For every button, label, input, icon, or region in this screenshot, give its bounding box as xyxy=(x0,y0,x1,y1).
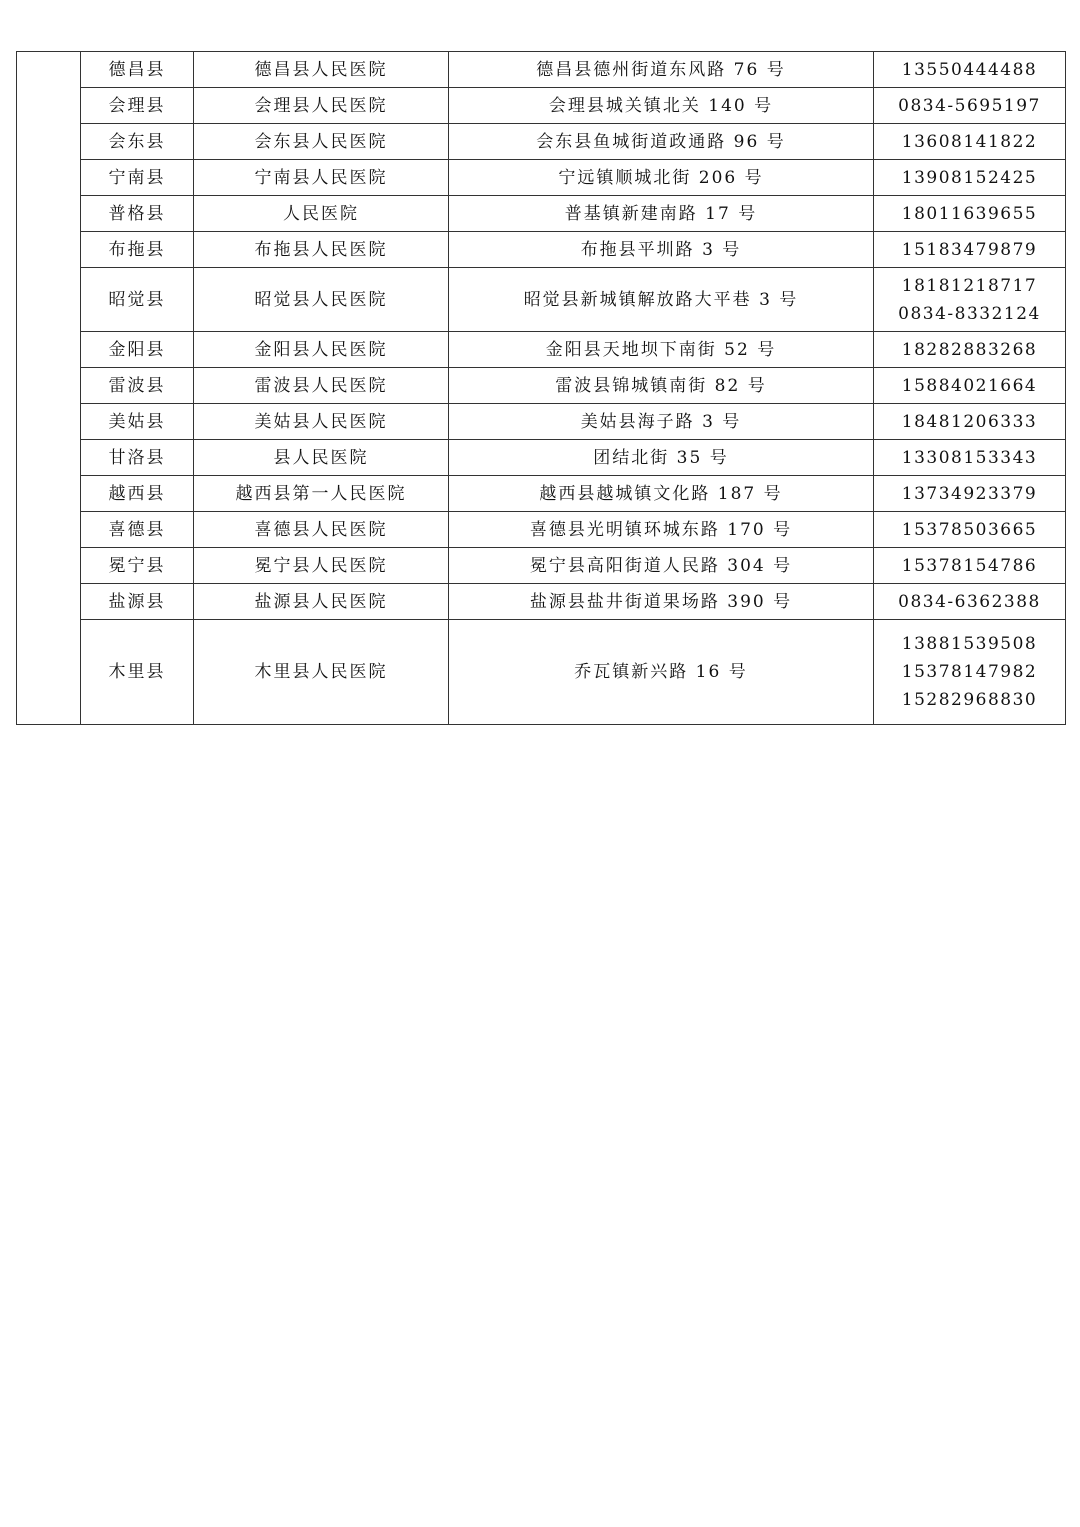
table-row xyxy=(17,584,1066,620)
hospital-table xyxy=(16,51,1066,725)
phone-number: 0834-8332124 xyxy=(898,303,1041,324)
hospital-cell: 盐源县人民医院 xyxy=(194,584,449,620)
table-row xyxy=(17,268,1066,332)
county-cell: 喜德县 xyxy=(81,512,194,548)
address-cell: 雷波县锦城镇南街 82 号 xyxy=(449,368,874,404)
table-row xyxy=(17,620,1066,725)
hospital-cell: 会东县人民医院 xyxy=(194,124,449,160)
region-cell xyxy=(17,52,81,725)
phone-cell xyxy=(874,88,1066,124)
phone-number: 15378154786 xyxy=(901,555,1038,576)
hospital-table-body xyxy=(17,52,1066,725)
table-row xyxy=(17,548,1066,584)
phone-cell xyxy=(874,368,1066,404)
phone-number: 0834-5695197 xyxy=(898,95,1041,116)
table-row xyxy=(17,160,1066,196)
phone-number: 15378147982 xyxy=(901,662,1038,682)
phone-cell xyxy=(874,52,1066,88)
phone-number: 18282883268 xyxy=(901,339,1038,360)
hospital-cell: 木里县人民医院 xyxy=(194,620,449,725)
phone-number: 18011639655 xyxy=(901,203,1038,224)
phone-cell xyxy=(874,584,1066,620)
table-row xyxy=(17,404,1066,440)
hospital-cell: 美姑县人民医院 xyxy=(194,404,449,440)
county-cell: 宁南县 xyxy=(81,160,194,196)
county-cell: 会理县 xyxy=(81,88,194,124)
county-cell: 德昌县 xyxy=(81,52,194,88)
phone-number: 13734923379 xyxy=(901,483,1038,504)
table-row xyxy=(17,440,1066,476)
address-cell: 越西县越城镇文化路 187 号 xyxy=(449,476,874,512)
phone-number: 13308153343 xyxy=(901,447,1038,468)
county-cell: 昭觉县 xyxy=(81,268,194,332)
phone-cell xyxy=(874,620,1066,725)
phone-number: 0834-6362388 xyxy=(898,591,1041,612)
phone-cell xyxy=(874,476,1066,512)
phone-number: 18481206333 xyxy=(901,411,1038,432)
county-cell: 美姑县 xyxy=(81,404,194,440)
county-cell: 木里县 xyxy=(81,620,194,725)
table-row xyxy=(17,88,1066,124)
hospital-cell: 喜德县人民医院 xyxy=(194,512,449,548)
hospital-cell: 雷波县人民医院 xyxy=(194,368,449,404)
county-cell: 越西县 xyxy=(81,476,194,512)
address-cell: 布拖县平圳路 3 号 xyxy=(449,232,874,268)
table-row xyxy=(17,332,1066,368)
address-cell: 会理县城关镇北关 140 号 xyxy=(449,88,874,124)
phone-cell xyxy=(874,548,1066,584)
address-cell: 喜德县光明镇环城东路 170 号 xyxy=(449,512,874,548)
county-cell: 雷波县 xyxy=(81,368,194,404)
phone-cell xyxy=(874,268,1066,332)
address-cell: 金阳县天地坝下南街 52 号 xyxy=(449,332,874,368)
phone-number: 15282968830 xyxy=(901,690,1038,710)
hospital-cell: 宁南县人民医院 xyxy=(194,160,449,196)
phone-cell xyxy=(874,196,1066,232)
phone-cell xyxy=(874,440,1066,476)
hospital-cell: 昭觉县人民医院 xyxy=(194,268,449,332)
hospital-cell: 会理县人民医院 xyxy=(194,88,449,124)
phone-number: 18181218717 xyxy=(901,275,1038,296)
address-cell: 宁远镇顺城北街 206 号 xyxy=(449,160,874,196)
address-cell: 团结北街 35 号 xyxy=(449,440,874,476)
hospital-cell: 布拖县人民医院 xyxy=(194,232,449,268)
county-cell: 盐源县 xyxy=(81,584,194,620)
address-cell: 昭觉县新城镇解放路大平巷 3 号 xyxy=(449,268,874,332)
county-cell: 会东县 xyxy=(81,124,194,160)
address-cell: 美姑县海子路 3 号 xyxy=(449,404,874,440)
hospital-cell: 冕宁县人民医院 xyxy=(194,548,449,584)
hospital-cell: 金阳县人民医院 xyxy=(194,332,449,368)
phone-number: 13608141822 xyxy=(901,131,1038,152)
hospital-cell: 越西县第一人民医院 xyxy=(194,476,449,512)
county-cell: 冕宁县 xyxy=(81,548,194,584)
county-cell: 金阳县 xyxy=(81,332,194,368)
address-cell: 普基镇新建南路 17 号 xyxy=(449,196,874,232)
hospital-cell: 人民医院 xyxy=(194,196,449,232)
address-cell: 乔瓦镇新兴路 16 号 xyxy=(449,620,874,725)
phone-number: 13881539508 xyxy=(901,634,1038,654)
table-row xyxy=(17,512,1066,548)
phone-cell xyxy=(874,332,1066,368)
hospital-cell: 德昌县人民医院 xyxy=(194,52,449,88)
table-row xyxy=(17,124,1066,160)
phone-cell xyxy=(874,512,1066,548)
phone-number: 13908152425 xyxy=(901,167,1038,188)
address-cell: 盐源县盐井街道果场路 390 号 xyxy=(449,584,874,620)
phone-cell xyxy=(874,160,1066,196)
hospital-cell: 县人民医院 xyxy=(194,440,449,476)
table-row xyxy=(17,476,1066,512)
table-row xyxy=(17,196,1066,232)
phone-number: 15378503665 xyxy=(901,519,1038,540)
address-cell: 会东县鱼城街道政通路 96 号 xyxy=(449,124,874,160)
phone-number: 15884021664 xyxy=(901,375,1038,396)
phone-cell xyxy=(874,124,1066,160)
address-cell: 冕宁县高阳街道人民路 304 号 xyxy=(449,548,874,584)
table-row xyxy=(17,232,1066,268)
phone-number: 13550444488 xyxy=(901,59,1038,80)
county-cell: 布拖县 xyxy=(81,232,194,268)
phone-number: 15183479879 xyxy=(901,239,1038,260)
table-row xyxy=(17,368,1066,404)
phone-cell xyxy=(874,232,1066,268)
county-cell: 普格县 xyxy=(81,196,194,232)
county-cell: 甘洛县 xyxy=(81,440,194,476)
phone-cell xyxy=(874,404,1066,440)
table-row xyxy=(17,52,1066,88)
address-cell: 德昌县德州街道东风路 76 号 xyxy=(449,52,874,88)
